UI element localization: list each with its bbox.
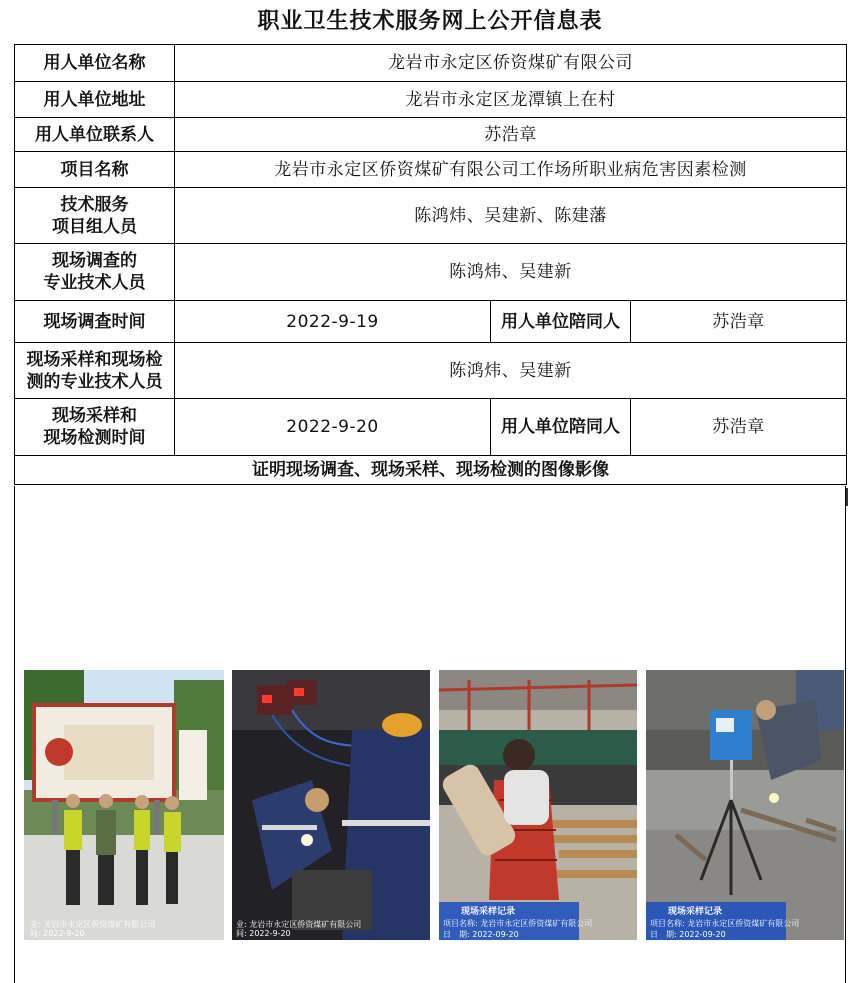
photo-sampling-timber-record-date: 日 期: 2022-09-20	[443, 930, 519, 939]
photo-sampling-timber	[439, 670, 637, 940]
row-survey-staff	[15, 244, 847, 301]
page-title: 职业卫生技术服务网上公开信息表	[257, 8, 603, 34]
sampling-accomp-value: 苏浩章	[631, 399, 847, 456]
row-sampling-time	[15, 399, 847, 456]
images-banner: 证明现场调查、现场采样、现场检测的图像影像	[15, 456, 847, 485]
survey-staff-label	[15, 244, 175, 301]
sampling-time-label-line1: 现场采样和	[52, 406, 137, 426]
sampling-time-value: 2022-9-20	[175, 399, 491, 456]
team-label-line1: 技术服务	[60, 194, 129, 215]
sampling-accomp-label: 用人单位陪同人	[491, 399, 631, 456]
photo-sampling-welding	[646, 670, 844, 940]
employer-contact-label: 用人单位联系人	[15, 118, 175, 152]
row-images-banner	[15, 456, 847, 485]
sampling-time-label	[15, 399, 175, 456]
survey-staff-value: 陈鸿炜、吴建新	[175, 244, 847, 301]
photo-sampling-welding-image	[646, 670, 844, 940]
photo-sampling-welding-record-head: 现场采样记录	[668, 907, 723, 917]
row-employer-name	[15, 45, 847, 82]
photo-sampling-welding-record-date: 日 期: 2022-09-20	[650, 930, 726, 939]
photo-sampling-welding-record	[646, 902, 800, 940]
employer-contact-value: 苏浩章	[175, 118, 847, 152]
sampling-staff-label	[15, 343, 175, 399]
row-employer-address	[15, 82, 847, 118]
team-label	[15, 188, 175, 244]
employer-address-value: 龙岩市永定区龙潭镇上在村	[175, 82, 847, 118]
team-label-line2: 项目组人员	[52, 216, 137, 237]
photo-entrance-caption-2: 间: 2022-9-20	[30, 929, 85, 938]
row-survey-time	[15, 301, 847, 343]
photo-sampling-timber-record-project: 项目名称: 龙岩市永定区侨资煤矿有限公司	[443, 919, 593, 928]
photo-underground	[232, 670, 430, 940]
survey-time-value: 2022-9-19	[175, 301, 491, 343]
team-value: 陈鸿炜、吴建新、陈建藩	[175, 188, 847, 244]
sampling-time-label-line2: 现场检测时间	[43, 428, 146, 448]
photo-entrance-group	[24, 670, 224, 940]
survey-accomp-label: 用人单位陪同人	[491, 301, 631, 343]
photo-entrance-image	[24, 670, 224, 940]
photo-sampling-timber-image	[439, 670, 637, 940]
row-team	[15, 188, 847, 244]
photo-underground-caption-1: 业: 龙岩市永定区侨资煤矿有限公司	[236, 920, 362, 929]
sampling-staff-label-line1: 现场采样和现场检	[26, 349, 163, 370]
photo-sampling-welding-record-project: 项目名称: 龙岩市永定区侨资煤矿有限公司	[650, 919, 800, 928]
scroll-marker	[846, 488, 848, 506]
employer-name-label: 用人单位名称	[15, 45, 175, 82]
row-employer-contact	[15, 118, 847, 152]
photo-sampling-timber-record-head: 现场采样记录	[461, 907, 516, 917]
sampling-staff-value: 陈鸿炜、吴建新	[175, 343, 847, 399]
photo-underground-image	[232, 670, 430, 940]
row-project-name	[15, 152, 847, 188]
employer-name-value: 龙岩市永定区侨资煤矿有限公司	[175, 45, 847, 82]
sampling-staff-label-line2: 测的专业技术人员	[26, 371, 163, 392]
info-table	[14, 44, 847, 485]
survey-time-label: 现场调查时间	[15, 301, 175, 343]
photo-entrance-caption-1: 业: 龙岩市永定区侨资煤矿有限公司	[30, 920, 156, 929]
survey-accomp-value: 苏浩章	[631, 301, 847, 343]
photo-sampling-timber-record	[439, 902, 593, 940]
project-name-label: 项目名称	[15, 152, 175, 188]
photo-underground-caption-2: 间: 2022-9-20	[236, 929, 291, 938]
survey-staff-label-line1: 现场调查的	[52, 251, 137, 271]
employer-address-label: 用人单位地址	[15, 82, 175, 118]
row-sampling-staff	[15, 343, 847, 399]
survey-staff-label-line2: 专业技术人员	[43, 273, 146, 293]
project-name-value: 龙岩市永定区侨资煤矿有限公司工作场所职业病危害因素检测	[175, 152, 847, 188]
